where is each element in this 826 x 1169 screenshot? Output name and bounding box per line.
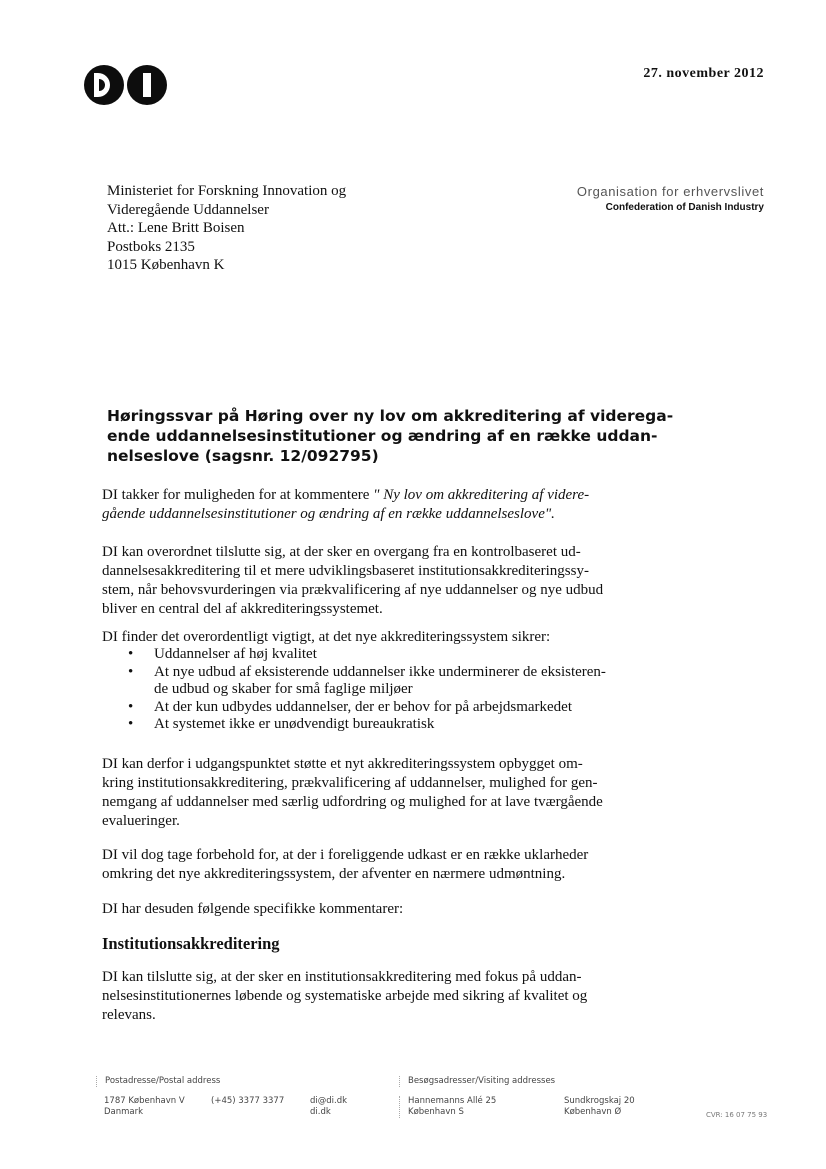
footer-web-contact (310, 1096, 347, 1118)
paragraph-line: DI kan tilslutte sig, at der sker en institutionsakkreditering med fokus på uddan- (102, 969, 582, 985)
heading-line: nelseslove (sagsnr. 12/092795) (107, 447, 379, 465)
paragraph-line: bliver en central del af akkrediteringssystemet. (102, 601, 383, 617)
paragraph-line: omkring det nye akkrediteringssystem, der afventer en nærmere udmøntning. (102, 866, 566, 882)
footer-postal (96, 1076, 220, 1087)
paragraph-line: DI har desuden følgende specifikke kommentarer: (102, 901, 404, 917)
paragraph-line: DI kan overordnet tilslutte sig, at der sker en overgang fra en kontrolbaseret ud- (102, 544, 581, 560)
recipient-line: Ministeriet for Forskning Innovation og (107, 183, 347, 199)
paragraph-line: kring institutionsakkreditering, prækvalificering af uddannelser, mulighed for gen- (102, 775, 598, 791)
paragraph-line: nelsesinstitutionernes løbende og systematiske arbejde med sikring af kvalitet og (102, 988, 588, 1004)
list-item (128, 664, 728, 699)
recipient-address (107, 182, 346, 275)
recipient-line: Videregående Uddannelser (107, 201, 269, 218)
letter-heading (107, 406, 719, 466)
bullet-icon: • (128, 646, 134, 662)
footer-visit-line: Sundkrogskaj 20 (564, 1096, 635, 1106)
bullet-icon: • (128, 663, 134, 680)
paragraph-line: relevans. (102, 1007, 156, 1023)
organization-tagline (577, 184, 764, 213)
bullet-icon: • (128, 698, 134, 715)
paragraph-overgang (102, 543, 742, 619)
paragraph-line: DI vil dog tage forbehold for, at der i foreliggende udkast er en række uklarheder (102, 847, 589, 863)
organization-english: Confederation of Danish Industry (605, 202, 764, 213)
paragraph-kommentarer (102, 900, 742, 919)
section-title: Institutionsakkreditering (102, 934, 280, 953)
paragraph-line: dannelsesakkreditering til et mere udviklingsbaseret institutionsakkrediteringssy- (102, 563, 589, 579)
list-item-text: At der kun udbydes uddannelser, der er behov for på arbejdsmarkedet (154, 698, 573, 715)
di-logo (84, 65, 167, 105)
list-item-text: At systemet ikke er unødvendigt bureaukratisk (154, 716, 435, 732)
footer-visit-line: Hannemanns Allé 25 (408, 1096, 497, 1106)
footer-phone: (+45) 3377 3377 (211, 1096, 285, 1106)
bullet-icon: • (128, 716, 134, 732)
footer-email: di@di.dk (310, 1096, 348, 1106)
recipient-line: Postboks 2135 (107, 238, 195, 255)
footer-visit-line: København S (408, 1107, 464, 1117)
footer-cvr: CVR: 16 07 75 93 (706, 1111, 768, 1119)
list-item (128, 646, 728, 664)
recipient-line: Att.: Lene Britt Boisen (107, 220, 245, 236)
list-item-text: At nye udbud af eksisterende uddannelser ikke underminerer de eksisteren- (154, 663, 606, 680)
paragraph-line: stem, når behovsvurderingen via prækvalificering af nye uddannelser og nye udbud (102, 582, 604, 598)
footer-postal-line: Danmark (104, 1107, 144, 1117)
intro-text: DI takker for muligheden for at kommentere (102, 487, 374, 503)
list-item (128, 716, 728, 734)
logo-letter-i-icon (127, 65, 167, 105)
footer-visit-address-1 (399, 1096, 496, 1118)
paragraph-line: evalueringer. (102, 813, 180, 829)
paragraph-sikrer (102, 628, 742, 647)
letter-date: 27. november 2012 (643, 66, 764, 81)
paragraph-line: nemgang af uddannelser med særlig udfordring og mulighed for at lave tværgående (102, 794, 603, 810)
organization-danish: Organisation for erhvervslivet (576, 184, 764, 199)
paragraph-line: DI kan derfor i udgangspunktet støtte et nyt akkrediteringssystem opbygget om- (102, 756, 583, 772)
intro-paragraph (102, 486, 742, 524)
requirements-list (128, 646, 728, 734)
footer-postal-line: 1787 København V (104, 1096, 185, 1106)
paragraph-line: DI finder det overordentligt vigtigt, at det nye akkrediteringssystem sikrer: (102, 629, 551, 645)
recipient-line: 1015 København K (107, 257, 225, 273)
paragraph-stoette (102, 755, 742, 831)
footer-visit-address-2 (564, 1096, 635, 1118)
footer-visiting (399, 1076, 555, 1087)
intro-quote-continued: gående uddannelsesinstitutioner og ændring af en række uddannelseslove". (102, 506, 555, 522)
heading-line: Høringssvar på Høring over ny lov om akkreditering af viderega- (107, 407, 674, 425)
logo-letter-d-icon (84, 65, 124, 105)
list-item-text: Uddannelser af høj kvalitet (154, 646, 317, 662)
paragraph-forbehold (102, 846, 742, 884)
paragraph-institutionsakkreditering (102, 968, 742, 1025)
footer-visit-line: København Ø (564, 1107, 622, 1117)
list-item (128, 699, 728, 717)
intro-quote: " Ny lov om akkreditering af videre- (373, 487, 590, 503)
footer-visiting-label: Besøgsadresser/Visiting addresses (408, 1076, 556, 1086)
list-item-text: de udbud og skaber for små faglige miljøer (154, 681, 413, 697)
footer-postal-label: Postadresse/Postal address (105, 1076, 221, 1086)
footer-website: di.dk (310, 1107, 331, 1117)
heading-line: ende uddannelsesinstitutioner og ændring af en række uddan- (107, 427, 658, 445)
footer-postal-address (104, 1096, 185, 1118)
